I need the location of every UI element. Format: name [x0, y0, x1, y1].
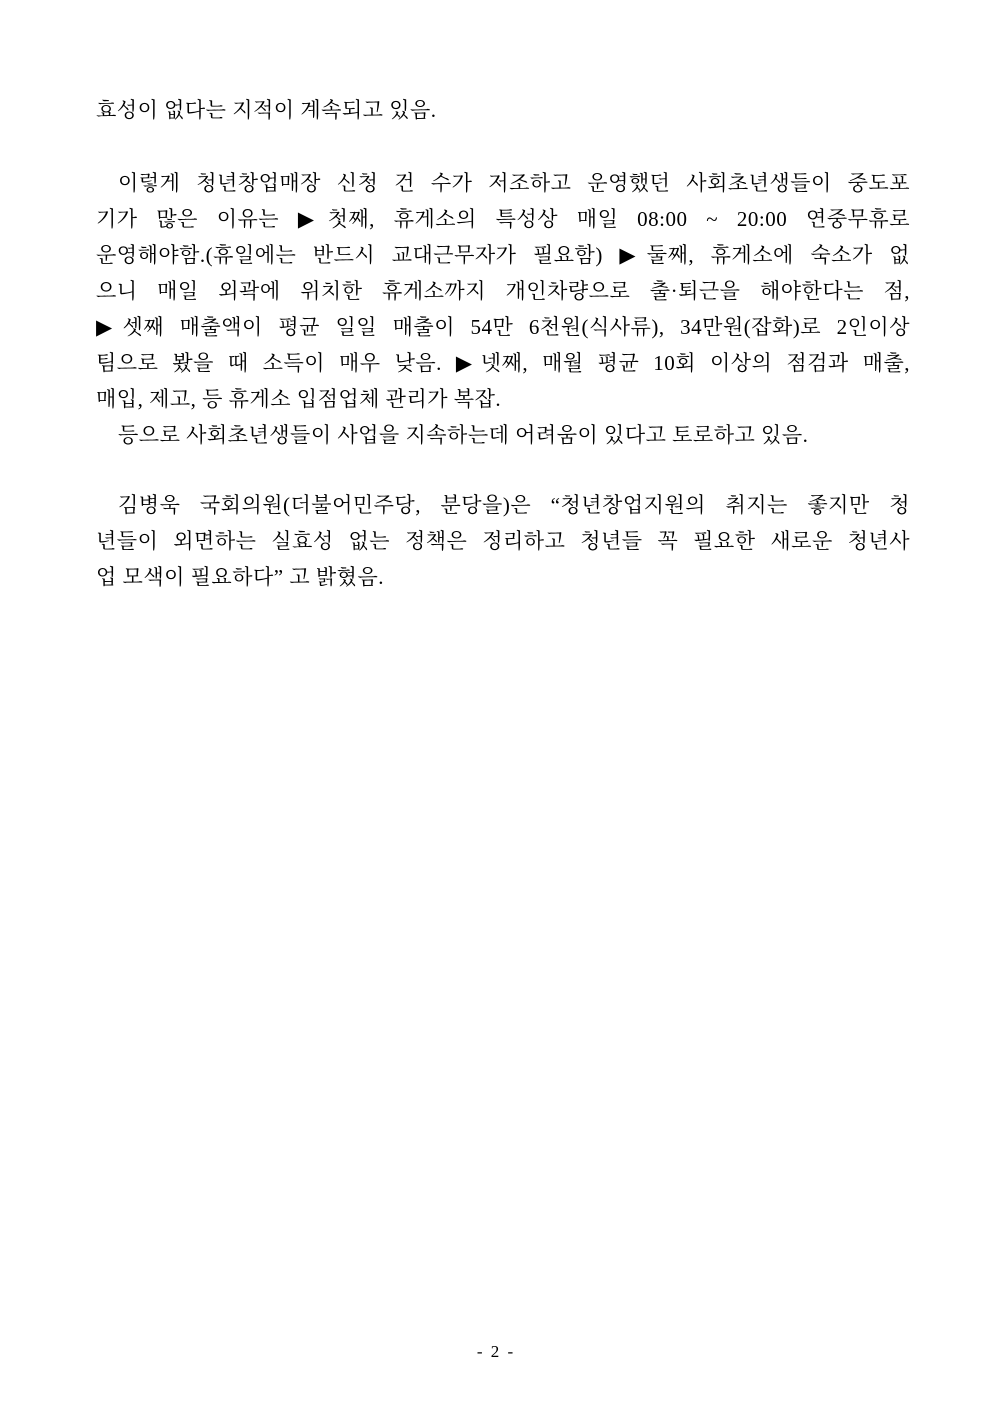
paragraph-line: 업 모색이 필요하다” 고 밝혔음.	[96, 565, 385, 589]
document-body	[96, 92, 910, 595]
paragraph-line: 효성이 없다는 지적이 계속되고 있음.	[96, 98, 437, 122]
paragraph-line: 이렇게 청년창업매장 신청 건 수가 저조하고 운영했던 사회초년생들이 중도포	[118, 171, 910, 195]
blank-line	[96, 128, 910, 165]
paragraph-line: ▶셋째 매출액이 평균 일일 매출이 54만 6천원(식사류), 34만원(잡화)로 2인이상	[96, 315, 910, 339]
paragraph-line: 년들이 외면하는 실효성 없는 정책은 정리하고 청년들 꼭 필요한 새로운 청년사	[96, 529, 910, 553]
paragraph-line: 매입, 제고, 등 휴게소 입점업체 관리가 복잡.	[96, 387, 502, 411]
paragraph-line: 팀으로 봤을 때 소득이 매우 낮음. ▶넷째, 매월 평균 10회 이상의 점검과 매출,	[96, 351, 910, 375]
blank-line	[96, 453, 910, 487]
paragraph-line: 김병욱 국회의원(더불어민주당, 분당을)은 “청년창업지원의 취지는 좋지만 청	[118, 493, 910, 517]
paragraph-line: 운영해야함.(휴일에는 반드시 교대근무자가 필요함) ▶둘째, 휴게소에 숙소가 없	[96, 243, 910, 267]
paragraph-line: 등으로 사회초년생들이 사업을 지속하는데 어려움이 있다고 토로하고 있음.	[118, 423, 809, 447]
paragraph-line: 으니 매일 외곽에 위치한 휴게소까지 개인차량으로 출·퇴근을 해야한다는 점,	[96, 279, 910, 303]
page-number: - 2 -	[476, 1342, 516, 1361]
paragraph-line: 기가 많은 이유는 ▶첫째, 휴게소의 특성상 매일 08:00 ~ 20:00 연중무휴로	[96, 207, 910, 231]
